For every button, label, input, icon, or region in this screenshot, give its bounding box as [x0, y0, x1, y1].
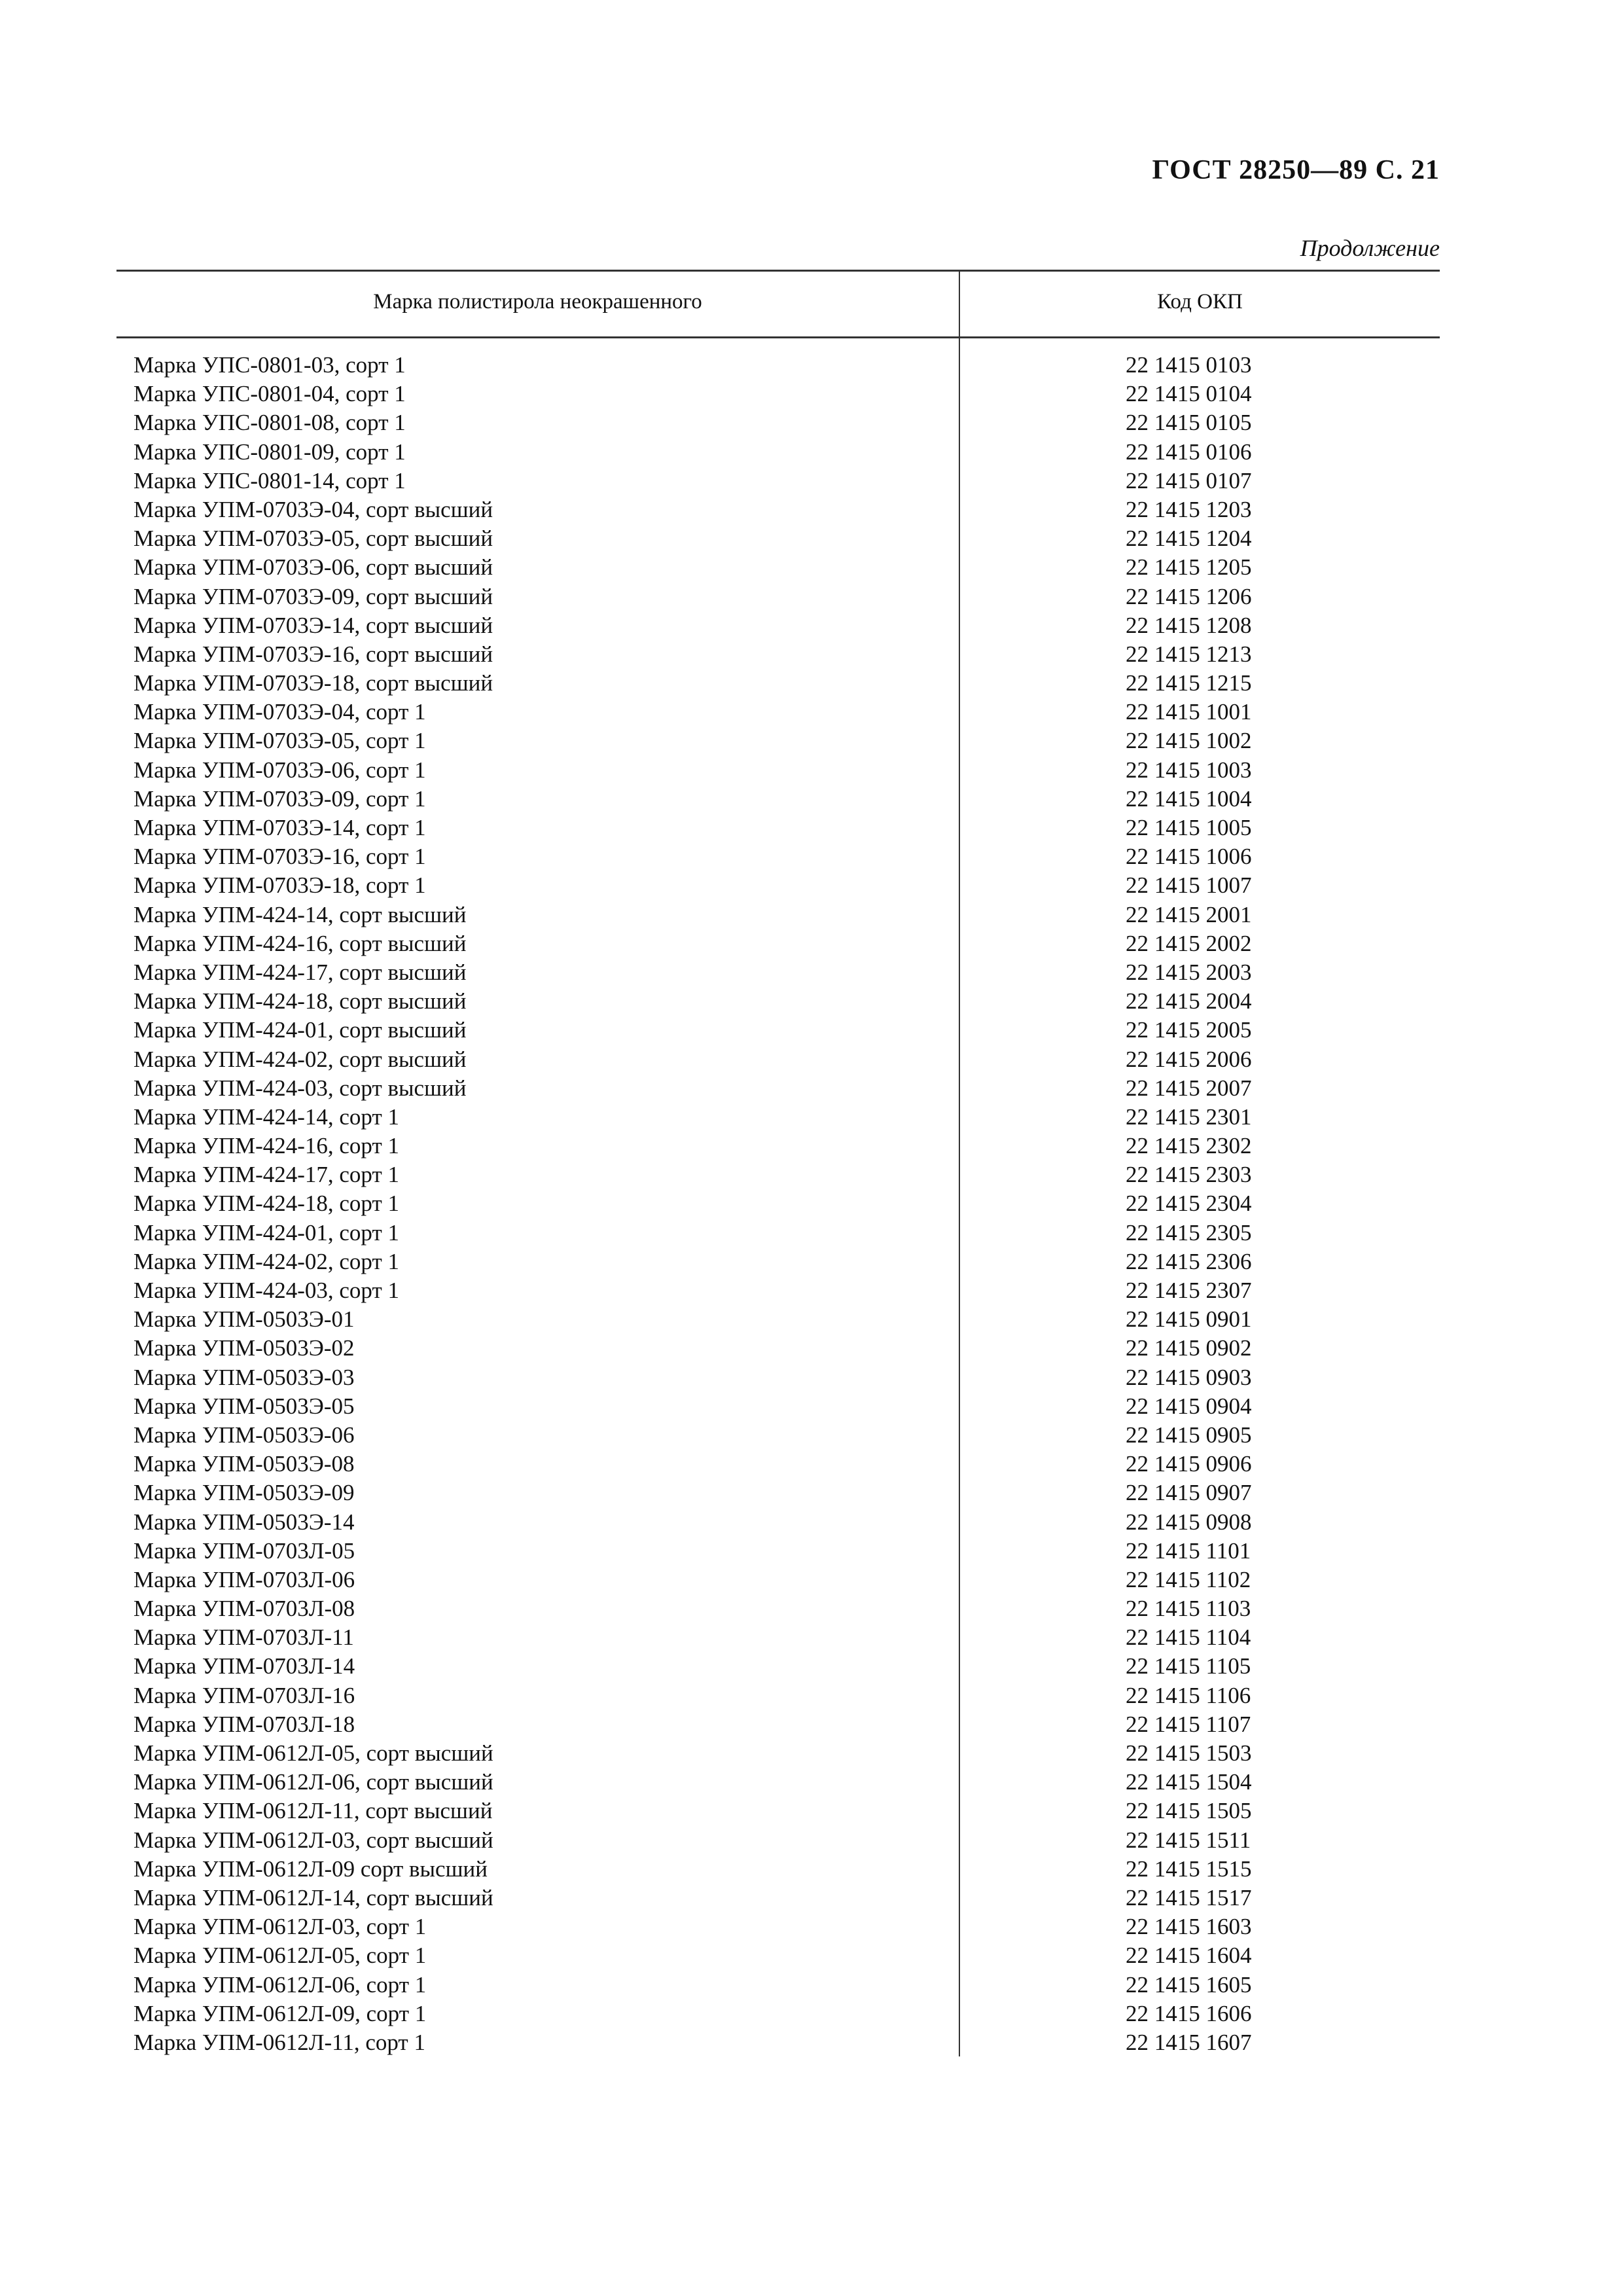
okp-code-cell: 22 1415 1102: [1126, 1566, 1251, 1592]
okp-code-cell: 22 1415 1205: [1126, 554, 1252, 581]
okp-code-cell: 22 1415 1101: [1126, 1537, 1251, 1564]
okp-code-cell: 22 1415 1213: [1126, 641, 1252, 667]
grade-cell: Марка УПМ-0703Л-14: [134, 1653, 355, 1679]
grade-cell: Марка УПМ-0703Л-18: [134, 1711, 355, 1737]
grade-cell: Марка УПМ-424-17, сорт высший: [134, 959, 467, 985]
okp-code-cell: 22 1415 0902: [1126, 1335, 1252, 1361]
table-row: [0, 1421, 1623, 1450]
grade-cell: Марка УПМ-0703Э-04, сорт высший: [134, 496, 493, 522]
table-row: [0, 1739, 1623, 1768]
table-row: [0, 1884, 1623, 1912]
table-row: [0, 1334, 1623, 1363]
table-row: [0, 495, 1623, 524]
table-row: [0, 1971, 1623, 2000]
okp-code-cell: 22 1415 2002: [1126, 930, 1252, 956]
table-row: [0, 1681, 1623, 1710]
okp-code-cell: 22 1415 1003: [1126, 757, 1252, 783]
grade-cell: Марка УПМ-0703Э-04, сорт 1: [134, 699, 426, 725]
okp-code-cell: 22 1415 1007: [1126, 872, 1252, 899]
table-row: [0, 1276, 1623, 1305]
okp-code-cell: 22 1415 1203: [1126, 496, 1252, 522]
okp-code-cell: 22 1415 2307: [1126, 1278, 1252, 1303]
okp-code-cell: 22 1415 1511: [1126, 1827, 1251, 1853]
okp-code-cell: 22 1415 1606: [1126, 2000, 1252, 2026]
table-row: [0, 1247, 1623, 1276]
okp-code-cell: 22 1415 2305: [1126, 1219, 1252, 1246]
table-row: [0, 611, 1623, 640]
okp-code-cell: 22 1415 1206: [1126, 583, 1252, 609]
grade-cell: Марка УПМ-0503Э-05: [134, 1393, 355, 1419]
grade-cell: Марка УПМ-424-01, сорт 1: [134, 1219, 400, 1246]
table-row: [0, 726, 1623, 755]
table-row: [0, 785, 1623, 814]
table-row: [0, 1189, 1623, 1218]
grade-cell: Марка УПМ-0503Э-14: [134, 1509, 355, 1535]
okp-code-cell: 22 1415 2304: [1126, 1191, 1252, 1217]
table-row: [0, 1045, 1623, 1074]
okp-code-cell: 22 1415 0903: [1126, 1364, 1252, 1390]
table-row: [0, 1566, 1623, 1594]
table-row: [0, 987, 1623, 1016]
grade-cell: Марка УПС-0801-08, сорт 1: [134, 410, 406, 436]
continuation-label: Продолжение: [1300, 235, 1440, 261]
okp-code-cell: 22 1415 1215: [1126, 670, 1252, 696]
grade-cell: Марка УПМ-424-02, сорт 1: [134, 1248, 400, 1274]
table-row: [0, 958, 1623, 987]
column-header-grade: Марка полистирола неокрашенного: [373, 290, 702, 314]
grade-cell: Марка УПМ-0703Э-05, сорт 1: [134, 728, 426, 754]
grade-cell: Марка УПМ-424-14, сорт 1: [134, 1103, 400, 1130]
grade-cell: Марка УПМ-0703Л-08: [134, 1596, 355, 1622]
table-row: [0, 929, 1623, 958]
grade-cell: Марка УПМ-424-03, сорт 1: [134, 1278, 400, 1303]
table-row: [0, 1912, 1623, 1941]
okp-code-cell: 22 1415 2004: [1126, 988, 1252, 1014]
okp-code-cell: 22 1415 0105: [1126, 410, 1252, 436]
okp-code-cell: 22 1415 1104: [1126, 1624, 1251, 1651]
grade-cell: Марка УПС-0801-03, сорт 1: [134, 352, 406, 378]
table-row: [0, 1392, 1623, 1421]
table-row: [0, 1305, 1623, 1334]
okp-code-cell: 22 1415 1107: [1126, 1711, 1251, 1737]
grade-cell: Марка УПМ-0612Л-09 сорт высший: [134, 1856, 488, 1882]
table-row: [0, 669, 1623, 698]
grade-cell: Марка УПМ-0612Л-11, сорт 1: [134, 2029, 425, 2055]
grade-cell: Марка УПМ-0612Л-05, сорт высший: [134, 1740, 493, 1766]
table-row: [0, 1103, 1623, 1132]
okp-code-cell: 22 1415 1103: [1126, 1596, 1251, 1622]
table-row: [0, 1132, 1623, 1160]
okp-code-cell: 22 1415 1607: [1126, 2029, 1252, 2055]
grade-cell: Марка УПМ-0703Э-09, сорт высший: [134, 583, 493, 609]
grade-cell: Марка УПМ-0503Э-01: [134, 1306, 355, 1333]
okp-code-cell: 22 1415 1604: [1126, 1943, 1252, 1969]
grade-cell: Марка УПМ-0703Э-14, сорт 1: [134, 815, 426, 840]
table-row: [0, 1219, 1623, 1247]
table-row: [0, 1826, 1623, 1855]
column-header-okp-code: Код ОКП: [1157, 290, 1243, 314]
table-row: [0, 1508, 1623, 1537]
table-body: [0, 351, 1623, 2057]
grade-cell: Марка УПМ-424-02, сорт высший: [134, 1046, 467, 1072]
table-row: [0, 408, 1623, 437]
table-top-rule: [116, 270, 1440, 272]
table-row: [0, 380, 1623, 408]
okp-code-cell: 22 1415 1004: [1126, 785, 1252, 812]
okp-code-cell: 22 1415 1504: [1126, 1769, 1252, 1795]
okp-code-cell: 22 1415 0908: [1126, 1509, 1252, 1535]
grade-cell: Марка УПМ-0703Э-14, сорт высший: [134, 612, 493, 638]
grade-cell: Марка УПМ-424-01, сорт высший: [134, 1017, 467, 1043]
grade-cell: Марка УПМ-0503Э-06: [134, 1422, 355, 1448]
okp-code-cell: 22 1415 0103: [1126, 352, 1252, 378]
table-row: [0, 524, 1623, 553]
table-row: [0, 1594, 1623, 1623]
okp-code-cell: 22 1415 1505: [1126, 1798, 1252, 1824]
grade-cell: Марка УПМ-0503Э-02: [134, 1335, 355, 1361]
grade-cell: Марка УПМ-0703Э-18, сорт 1: [134, 872, 426, 899]
okp-code-cell: 22 1415 1106: [1126, 1682, 1251, 1708]
grade-cell: Марка УПМ-0703Л-16: [134, 1682, 355, 1708]
grade-cell: Марка УПС-0801-14, сорт 1: [134, 467, 406, 493]
okp-code-cell: 22 1415 2007: [1126, 1075, 1252, 1101]
okp-code-cell: 22 1415 1603: [1126, 1914, 1252, 1940]
table-row: [0, 1855, 1623, 1884]
okp-code-cell: 22 1415 2301: [1126, 1103, 1252, 1130]
table-row: [0, 1074, 1623, 1103]
okp-code-cell: 22 1415 1208: [1126, 612, 1252, 638]
table-row: [0, 2028, 1623, 2057]
table-row: [0, 814, 1623, 842]
okp-code-cell: 22 1415 2003: [1126, 959, 1252, 985]
okp-code-cell: 22 1415 0104: [1126, 381, 1252, 407]
table-row: [0, 467, 1623, 495]
okp-code-cell: 22 1415 0904: [1126, 1393, 1252, 1419]
okp-code-cell: 22 1415 2001: [1126, 901, 1252, 927]
grade-cell: Марка УПМ-0703Л-11: [134, 1624, 354, 1651]
okp-code-cell: 22 1415 2006: [1126, 1046, 1252, 1072]
grade-cell: Марка УПМ-424-18, сорт высший: [134, 988, 467, 1014]
grade-cell: Марка УПМ-424-16, сорт 1: [134, 1133, 400, 1159]
okp-code-cell: 22 1415 0107: [1126, 467, 1252, 493]
table-row: [0, 1450, 1623, 1479]
grade-cell: Марка УПМ-0703Л-05: [134, 1537, 355, 1564]
table-row: [0, 842, 1623, 871]
grade-cell: Марка УПМ-0612Л-06, сорт 1: [134, 1971, 427, 1998]
grade-cell: Марка УПМ-0703Э-06, сорт 1: [134, 757, 426, 783]
okp-code-cell: 22 1415 0907: [1126, 1480, 1252, 1506]
okp-code-cell: 22 1415 0905: [1126, 1422, 1252, 1448]
grade-cell: Марка УПМ-0703Э-06, сорт высший: [134, 554, 493, 581]
grade-cell: Марка УПМ-424-18, сорт 1: [134, 1191, 400, 1217]
grade-cell: Марка УПМ-0703Э-18, сорт высший: [134, 670, 493, 696]
table-row: [0, 583, 1623, 611]
table-row: [0, 1652, 1623, 1681]
grade-cell: Марка УПМ-0703Э-09, сорт 1: [134, 785, 426, 812]
okp-code-cell: 22 1415 1503: [1126, 1740, 1252, 1766]
okp-code-cell: 22 1415 2303: [1126, 1162, 1252, 1188]
table-row: [0, 1016, 1623, 1045]
okp-code-cell: 22 1415 1204: [1126, 526, 1252, 552]
grade-cell: Марка УПМ-0703Э-05, сорт высший: [134, 526, 493, 552]
okp-code-cell: 22 1415 2005: [1126, 1017, 1252, 1043]
table-row: [0, 901, 1623, 929]
okp-code-cell: 22 1415 1605: [1126, 1971, 1252, 1998]
table-row: [0, 2000, 1623, 2028]
table-row: [0, 351, 1623, 380]
grade-cell: Марка УПМ-0612Л-03, сорт 1: [134, 1914, 427, 1940]
okp-code-cell: 22 1415 1105: [1126, 1653, 1251, 1679]
table-row: [0, 1768, 1623, 1797]
grade-cell: Марка УПМ-424-14, сорт высший: [134, 901, 467, 927]
table-row: [0, 1797, 1623, 1825]
table-row: [0, 756, 1623, 785]
table-row: [0, 1623, 1623, 1652]
grade-cell: Марка УПМ-0612Л-05, сорт 1: [134, 1943, 427, 1969]
okp-code-cell: 22 1415 1517: [1126, 1884, 1252, 1910]
okp-code-cell: 22 1415 0906: [1126, 1451, 1252, 1477]
grade-cell: Марка УПМ-0703Э-16, сорт высший: [134, 641, 493, 667]
okp-code-cell: 22 1415 1001: [1126, 699, 1252, 725]
table-row: [0, 871, 1623, 900]
okp-code-cell: 22 1415 0901: [1126, 1306, 1252, 1333]
grade-cell: Марка УПМ-0503Э-03: [134, 1364, 355, 1390]
grade-cell: Марка УПС-0801-09, сорт 1: [134, 439, 406, 465]
table-header-rule: [116, 336, 1440, 338]
grade-cell: Марка УПМ-0503Э-09: [134, 1480, 355, 1506]
grade-cell: Марка УПМ-0612Л-11, сорт высший: [134, 1798, 493, 1824]
grade-cell: Марка УПМ-0703Э-16, сорт 1: [134, 844, 426, 870]
table-row: [0, 1479, 1623, 1507]
table-row: [0, 1537, 1623, 1566]
okp-code-cell: 22 1415 2306: [1126, 1248, 1252, 1274]
grade-cell: Марка УПМ-0503Э-08: [134, 1451, 355, 1477]
table-row: [0, 698, 1623, 726]
okp-code-cell: 22 1415 2302: [1126, 1133, 1252, 1159]
page-header: ГОСТ 28250—89 С. 21: [1152, 155, 1440, 185]
okp-code-cell: 22 1415 1005: [1126, 815, 1252, 840]
table-row: [0, 1941, 1623, 1970]
table-row: [0, 553, 1623, 582]
grade-cell: Марка УПМ-424-17, сорт 1: [134, 1162, 400, 1188]
table-row: [0, 1363, 1623, 1392]
grade-cell: Марка УПС-0801-04, сорт 1: [134, 381, 406, 407]
grade-cell: Марка УПМ-0703Л-06: [134, 1566, 355, 1592]
okp-code-cell: 22 1415 1006: [1126, 844, 1252, 870]
grade-cell: Марка УПМ-0612Л-14, сорт высший: [134, 1884, 493, 1910]
okp-code-cell: 22 1415 1002: [1126, 728, 1252, 754]
grade-cell: Марка УПМ-424-16, сорт высший: [134, 930, 467, 956]
grade-cell: Марка УПМ-424-03, сорт высший: [134, 1075, 467, 1101]
okp-code-cell: 22 1415 1515: [1126, 1856, 1252, 1882]
table-row: [0, 1160, 1623, 1189]
table-row: [0, 640, 1623, 669]
okp-code-cell: 22 1415 0106: [1126, 439, 1252, 465]
table-row: [0, 438, 1623, 467]
table-row: [0, 1710, 1623, 1739]
grade-cell: Марка УПМ-0612Л-06, сорт высший: [134, 1769, 493, 1795]
grade-cell: Марка УПМ-0612Л-09, сорт 1: [134, 2000, 427, 2026]
grade-cell: Марка УПМ-0612Л-03, сорт высший: [134, 1827, 493, 1853]
